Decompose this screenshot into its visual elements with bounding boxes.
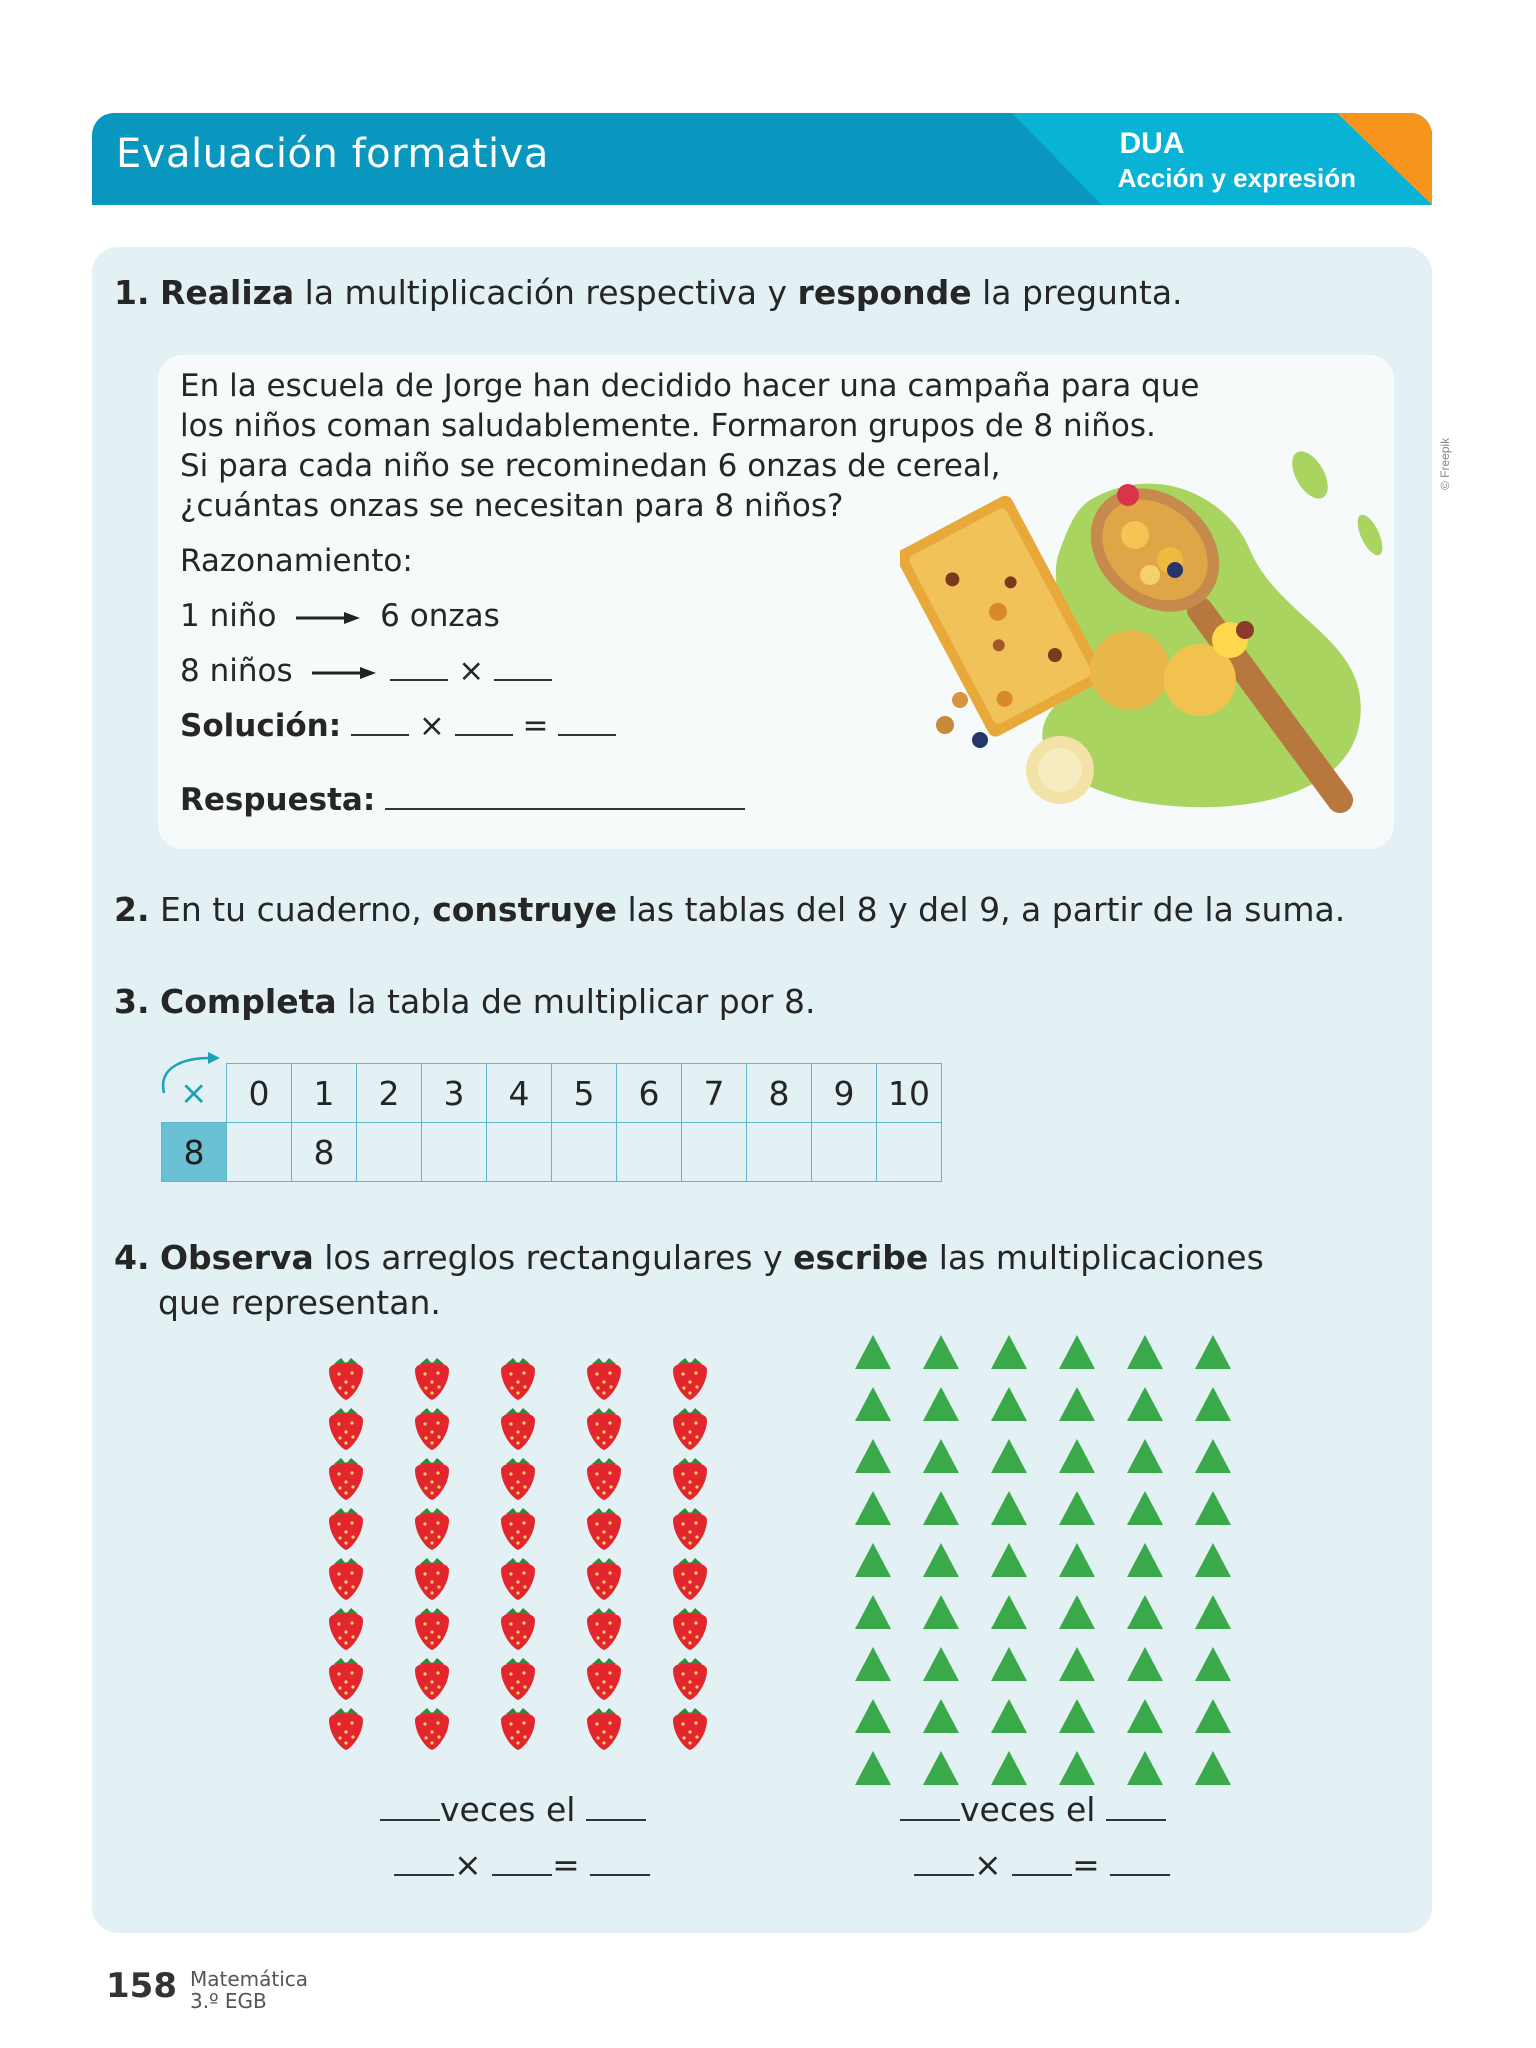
times-header-cell: × [162,1064,227,1123]
triangle-icon [1127,1491,1163,1525]
solution-row [180,708,616,744]
veces-text: veces el [440,1790,576,1829]
answer-cell[interactable] [227,1123,292,1182]
arrow-right-icon [312,665,376,681]
triangle-icon [1195,1335,1231,1369]
problem-line-2: los niños coman saludablemente. Formaron grupos de 8 niños. [180,408,1156,444]
strawberry-icon [415,1708,449,1750]
strawberry-icon [587,1358,621,1400]
blank-product[interactable] [590,1873,650,1876]
arrow-right-icon [296,610,360,626]
strawberry-icon [501,1608,535,1650]
answer-cell[interactable] [812,1123,877,1182]
triangle-icon [855,1699,891,1733]
strawberry-equation-line [394,1845,650,1884]
q4-text-1: los arreglos rectangulares y [313,1238,794,1277]
green-drop [1285,445,1335,504]
column-header: 3 [422,1064,487,1123]
strawberry-icon [501,1358,535,1400]
strawberry-icon [415,1608,449,1650]
triangle-icon [991,1543,1027,1577]
equals-sign: = [1072,1845,1100,1884]
strawberry-icon [329,1508,363,1550]
question-4-line-2: que representan. [158,1283,441,1322]
banana-slice [1038,748,1082,792]
strawberry-array [310,1350,730,1760]
row-label-cell: 8 [162,1123,227,1182]
triangle-icon [1059,1751,1095,1785]
triangle-icon [991,1595,1027,1629]
multiplication-table [161,1063,942,1182]
table-row [162,1123,942,1182]
strawberry-icon [673,1708,707,1750]
blank-veces-count[interactable] [900,1818,960,1821]
triangle-array [840,1325,1240,1785]
nut [952,692,968,708]
strawberry-icon [587,1558,621,1600]
q1-text-1: la multiplicación respectiva y [294,273,798,312]
strawberry-icon [501,1458,535,1500]
strawberry-icon [329,1708,363,1750]
triangle-icon [855,1491,891,1525]
triangle-icon [1127,1335,1163,1369]
triangle-equation-line [914,1845,1170,1884]
row1-left: 1 niño [180,598,277,634]
triangle-icon [1127,1595,1163,1629]
triangle-icon [1127,1439,1163,1473]
q2-verb: construye [432,890,618,929]
page-number: 158 [106,1966,177,2006]
cereal-illustration [900,440,1400,840]
question-4 [114,1238,1264,1277]
triangle-icon [855,1543,891,1577]
triangle-icon [991,1387,1027,1421]
blank-factor-1[interactable] [394,1873,454,1876]
triangle-icon [923,1751,959,1785]
blank-factor-1[interactable] [390,678,448,681]
column-header: 6 [617,1064,682,1123]
blank-veces-table[interactable] [586,1818,646,1821]
q1-verb-1: Realiza [160,273,295,312]
triangle-icon [991,1647,1027,1681]
strawberry-icon [673,1358,707,1400]
column-header: 2 [357,1064,422,1123]
blank-factor-1[interactable] [914,1873,974,1876]
triangle-icon [923,1647,959,1681]
triangle-icon [1127,1543,1163,1577]
equals-sign: = [552,1845,580,1884]
nut [1236,621,1254,639]
strawberry-icon [587,1408,621,1450]
triangle-icon [1195,1387,1231,1421]
q2-text-2: las tablas del 8 y del 9, a partir de la suma. [617,890,1346,929]
blueberry [1167,562,1183,578]
question-2 [114,890,1345,929]
triangle-icon [855,1439,891,1473]
column-header: 1 [292,1064,357,1123]
triangle-veces-line [900,1790,1166,1829]
times-sign: × [458,653,485,689]
blank-veces-table[interactable] [1106,1818,1166,1821]
page-title: Evaluación formativa [116,131,549,177]
row2-left: 8 niños [180,653,293,689]
nut [936,716,954,734]
q4-number: 4. [114,1238,150,1277]
times-sign: × [418,708,445,744]
column-header: 0 [227,1064,292,1123]
strawberry-icon [329,1608,363,1650]
cereal-pile [1090,630,1170,710]
blank-factor-2[interactable] [1012,1873,1072,1876]
blank-product[interactable] [1110,1873,1170,1876]
q1-text-2: la pregunta. [971,273,1183,312]
strawberry-icon [329,1358,363,1400]
equals-sign: = [522,708,549,744]
strawberry-icon [673,1508,707,1550]
q1-number: 1. [114,273,150,312]
answer-label: Respuesta: [180,782,376,818]
triangle-icon [1059,1387,1095,1421]
strawberry-icon [415,1508,449,1550]
triangle-icon [855,1335,891,1369]
strawberry-icon [673,1408,707,1450]
column-header: 4 [487,1064,552,1123]
green-drop [1353,511,1388,558]
triangle-icon [1127,1647,1163,1681]
strawberry-icon [329,1408,363,1450]
strawberry-icon [673,1658,707,1700]
strawberry-icon [501,1658,535,1700]
solution-blank-result[interactable] [558,733,616,736]
strawberry-icon [673,1558,707,1600]
blueberry [972,732,988,748]
triangle-icon [991,1751,1027,1785]
triangle-icon [923,1543,959,1577]
blank-veces-count[interactable] [380,1818,440,1821]
q2-text-1: En tu cuaderno, [149,890,433,929]
strawberry-icon [587,1508,621,1550]
answer-cell[interactable] [357,1123,422,1182]
strawberry-icon [501,1408,535,1450]
strawberry-veces-line [380,1790,646,1829]
column-header: 9 [812,1064,877,1123]
strawberry-icon [329,1658,363,1700]
triangle-icon [1059,1699,1095,1733]
dua-subtitle: Acción y expresión [1117,163,1356,193]
triangle-icon [991,1439,1027,1473]
problem-line-1: En la escuela de Jorge han decidido hacer una campaña para que [180,368,1200,404]
triangle-icon [923,1387,959,1421]
answer-cell[interactable] [487,1123,552,1182]
strawberry-icon [415,1358,449,1400]
times-sign: × [454,1845,482,1884]
image-credit: © Freepik [1438,437,1452,490]
column-header: 7 [682,1064,747,1123]
table-header-row [162,1064,942,1123]
answer-cell[interactable] [877,1123,942,1182]
strawberry-icon [415,1458,449,1500]
question-3 [114,982,815,1021]
strawberry-icon [415,1408,449,1450]
answer-row [180,782,745,818]
q2-number: 2. [114,890,150,929]
dua-label: DUA [1119,127,1185,160]
answer-cell[interactable] [422,1123,487,1182]
row1-right: 6 onzas [380,598,500,634]
answer-cell[interactable] [617,1123,682,1182]
reasoning-row-1 [180,598,500,634]
strawberry-icon [587,1608,621,1650]
solution-blank-2[interactable] [455,733,513,736]
strawberry-icon [587,1708,621,1750]
triangle-icon [1195,1439,1231,1473]
strawberry-icon [673,1458,707,1500]
strawberry-icon [329,1558,363,1600]
problem-line-4: ¿cuántas onzas se necesitan para 8 niños? [180,488,844,524]
triangle-icon [1195,1491,1231,1525]
q1-verb-2: responde [797,273,972,312]
triangle-icon [1059,1595,1095,1629]
triangle-icon [1059,1647,1095,1681]
q3-text: la tabla de multiplicar por 8. [336,982,816,1021]
blank-factor-2[interactable] [494,678,552,681]
triangle-icon [923,1439,959,1473]
triangle-icon [1059,1543,1095,1577]
strawberry-icon [501,1508,535,1550]
q3-verb: Completa [160,982,337,1021]
answer-blank[interactable] [385,807,745,810]
triangle-icon [1127,1699,1163,1733]
q4-verb-1: Observa [160,1238,314,1277]
triangle-icon [1195,1699,1231,1733]
veces-text: veces el [960,1790,1096,1829]
triangle-icon [923,1699,959,1733]
triangle-icon [923,1335,959,1369]
answer-cell[interactable] [682,1123,747,1182]
times-sign: × [974,1845,1002,1884]
answer-cell[interactable] [552,1123,617,1182]
triangle-icon [991,1335,1027,1369]
answer-cell[interactable]: 8 [292,1123,357,1182]
q4-verb-2: escribe [793,1238,929,1277]
strawberry-icon [501,1708,535,1750]
triangle-icon [1059,1335,1095,1369]
triangle-icon [1195,1543,1231,1577]
grade-label: 3.º EGB [190,1989,267,2013]
strawberry-icon [587,1658,621,1700]
triangle-icon [855,1751,891,1785]
q3-number: 3. [114,982,150,1021]
strawberry-icon [587,1458,621,1500]
triangle-icon [1127,1751,1163,1785]
strawberry-icon [415,1558,449,1600]
triangle-icon [1127,1387,1163,1421]
strawberry-icon [329,1458,363,1500]
triangle-icon [991,1699,1027,1733]
triangle-icon [923,1595,959,1629]
problem-line-3: Si para cada niño se recominedan 6 onzas de cereal, [180,448,1001,484]
strawberry-icon [673,1608,707,1650]
solution-label: Solución: [180,708,342,744]
triangle-icon [855,1595,891,1629]
subject-label: Matemática [190,1967,309,1991]
column-header: 5 [552,1064,617,1123]
footer-subject [190,1968,308,2012]
triangle-icon [1195,1595,1231,1629]
triangle-icon [1195,1751,1231,1785]
triangle-icon [1059,1439,1095,1473]
reasoning-row-2 [180,653,552,689]
answer-cell[interactable] [747,1123,812,1182]
triangle-icon [855,1647,891,1681]
q4-text-2: las multiplicaciones [928,1238,1264,1277]
column-header: 8 [747,1064,812,1123]
triangle-icon [1059,1491,1095,1525]
blank-factor-2[interactable] [492,1873,552,1876]
solution-blank-1[interactable] [351,733,409,736]
raspberry [1117,484,1139,506]
triangle-icon [923,1491,959,1525]
question-1 [114,273,1183,312]
header-banner [92,113,1432,205]
triangle-icon [1195,1647,1231,1681]
strawberry-icon [415,1658,449,1700]
strawberry-icon [501,1558,535,1600]
triangle-icon [855,1387,891,1421]
column-header: 10 [877,1064,942,1123]
reasoning-label: Razonamiento: [180,543,413,579]
triangle-icon [991,1491,1027,1525]
